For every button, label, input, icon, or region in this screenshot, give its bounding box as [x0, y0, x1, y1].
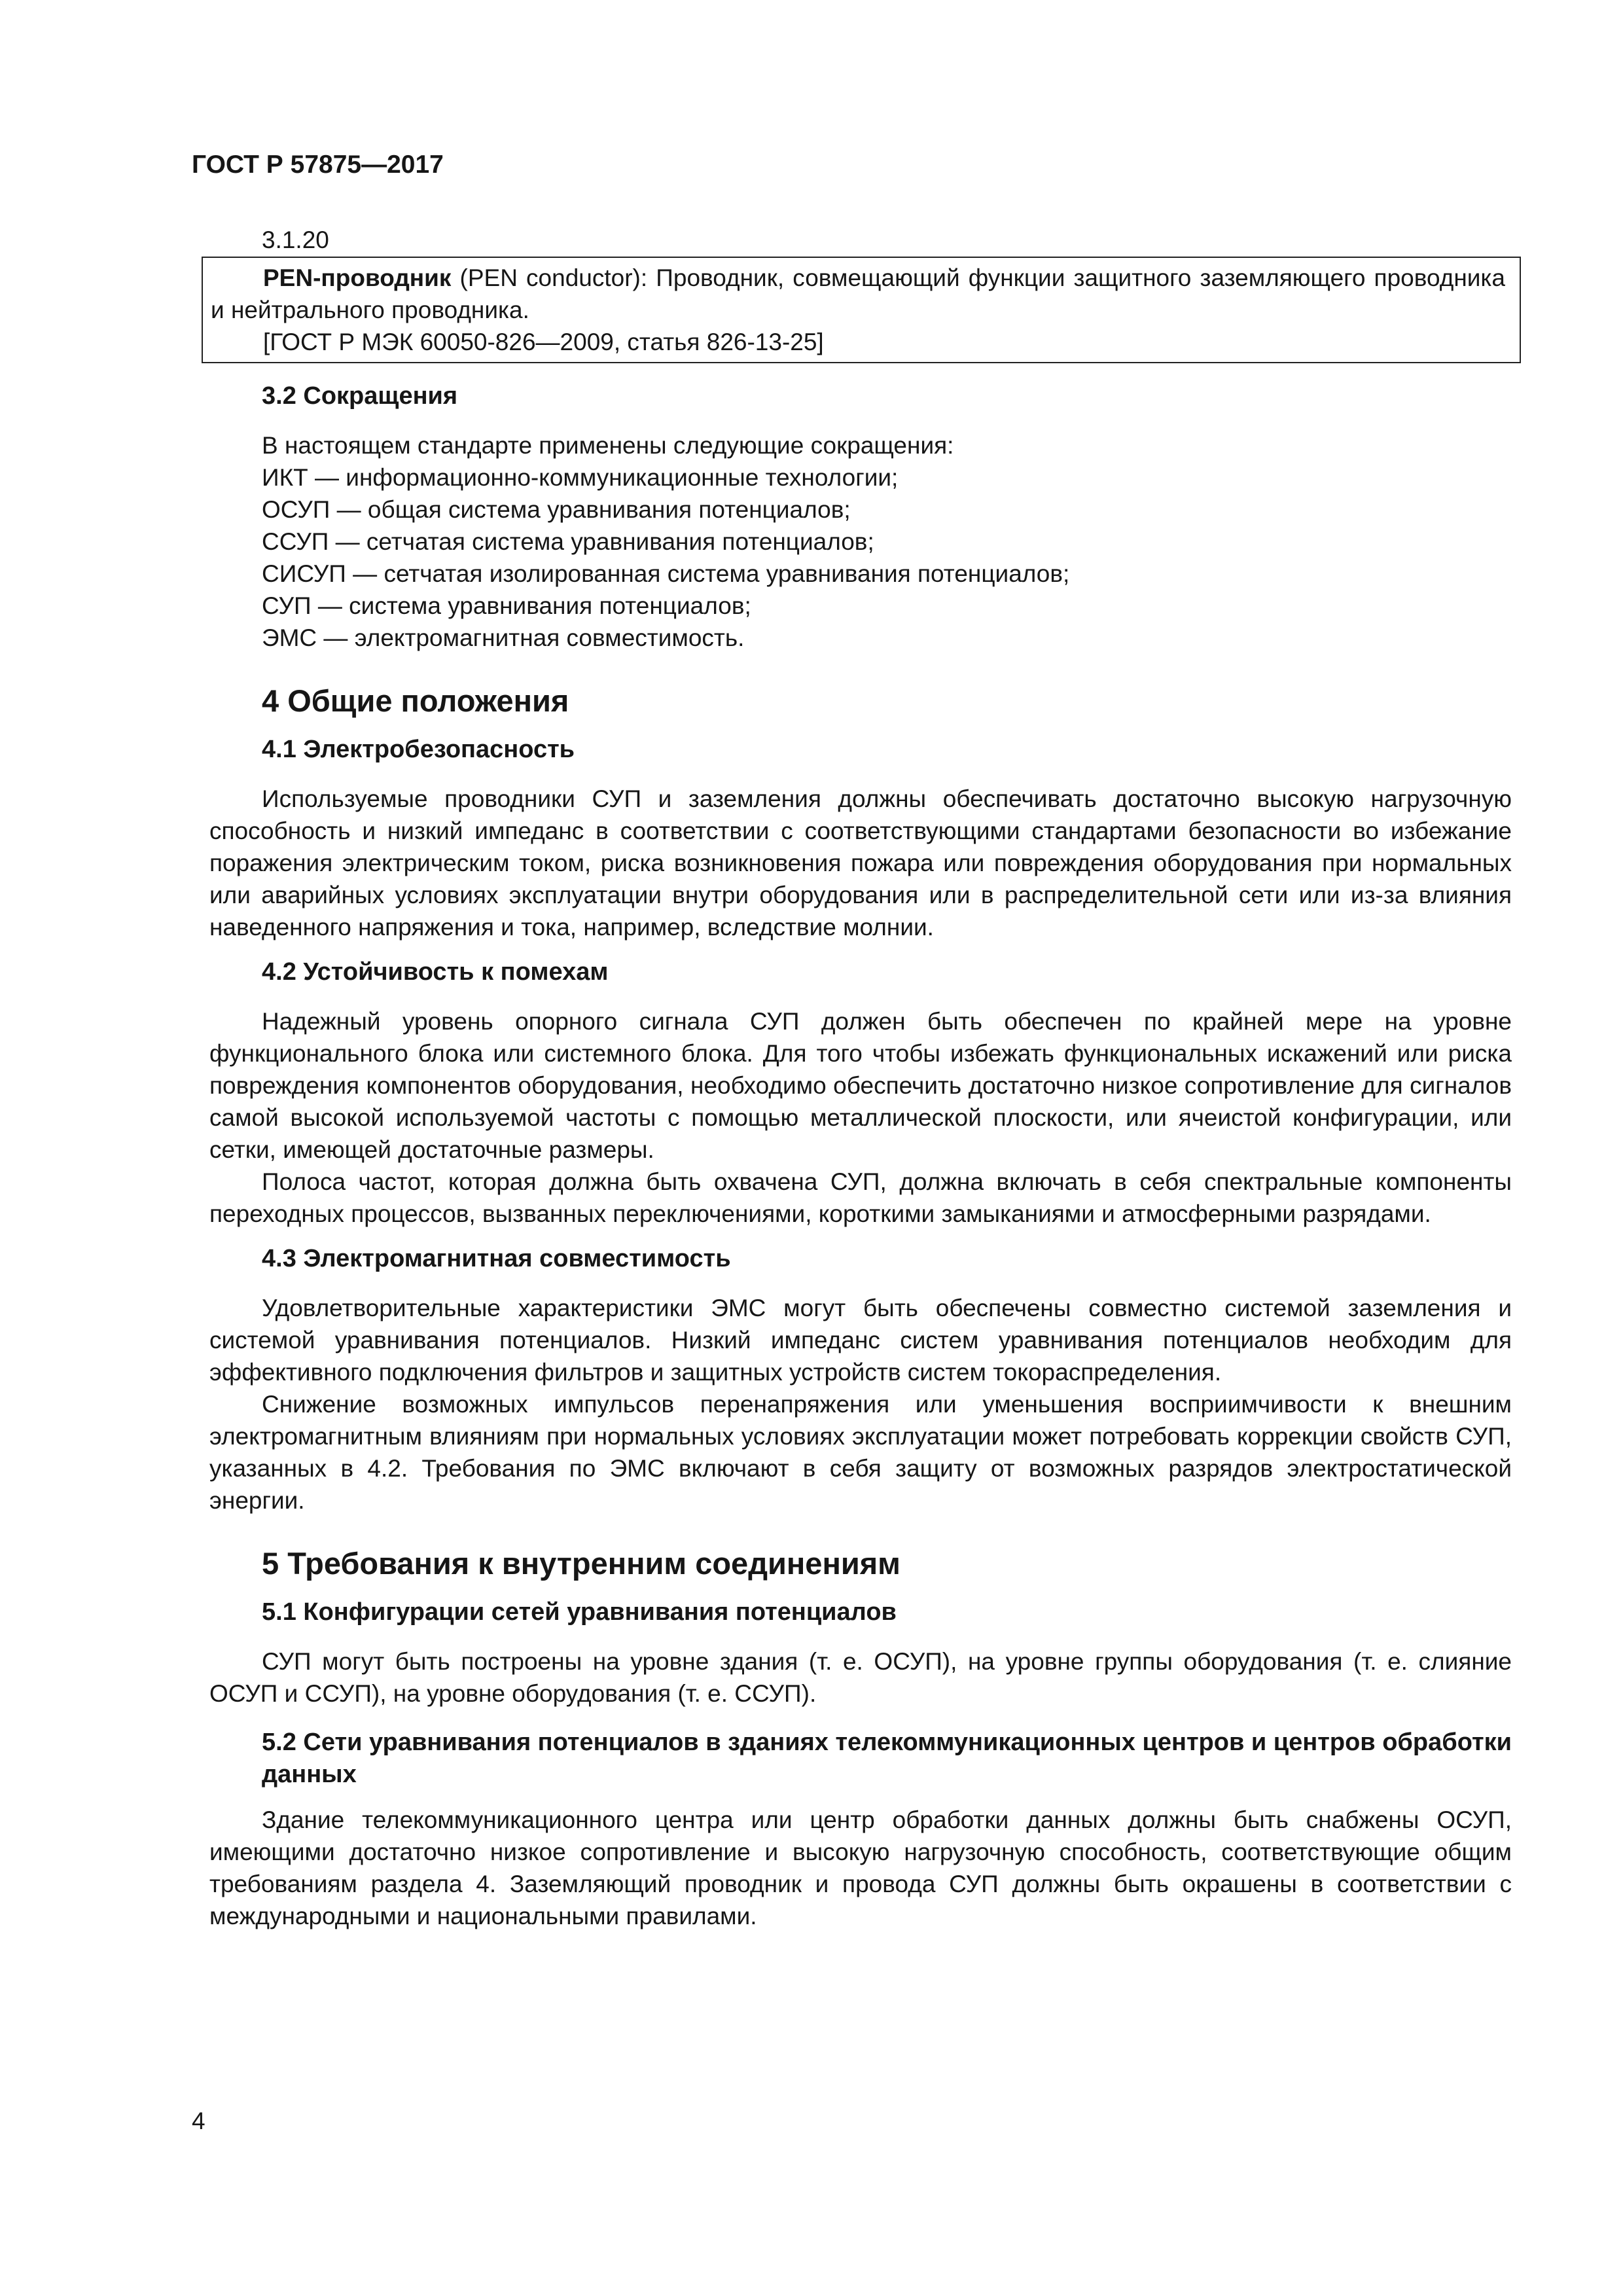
abbreviations-heading: 3.2 Сокращения — [262, 382, 458, 410]
term-definition-box — [202, 257, 1521, 363]
term-definition-text: Проводник, совмещающий функции защитного заземляющего проводника и нейтрального проводника. — [211, 264, 1506, 323]
section-4-1-paragraph: Используемые проводники СУП и заземления должны обеспечивать достаточно высокую нагрузочную способность и низкий импеданс в соответствии с соответствующими стандартами безопасности во избежание поражения электрическим током, риска возникновения пожара или повреждения оборудования при нормальных или аварийных условиях эксплуатации внутри оборудования или в распределительной сети или из-за влияния наведенного напряжения и тока, например, вследствие молнии. — [209, 785, 1512, 941]
abbreviation-item: ОСУП — общая система уравнивания потенциалов; — [262, 496, 851, 523]
term-name-en: (PEN conductor): — [459, 264, 648, 291]
abbreviation-item: СИСУП — сетчатая изолированная система уравнивания потенциалов; — [262, 560, 1070, 587]
abbreviation-item: СУП — система уравнивания потенциалов; — [262, 592, 751, 619]
document-body — [209, 224, 1512, 1932]
abbreviations-intro: В настоящем стандарте применены следующие сокращения: — [262, 432, 954, 459]
section-5-2-heading: 5.2 Сети уравнивания потенциалов в зданиях телекоммуникационных центров и центров обработки данных — [262, 1729, 1512, 1788]
section-4-3-paragraph: Удовлетворительные характеристики ЭМС могут быть обеспечены совместно системой заземления и системой уравнивания потенциалов. Низкий импеданс систем уравнивания потенциалов необходим для эффективного подключения фильтров и защитных устройств систем токораспределения. — [209, 1295, 1512, 1386]
term-source: [ГОСТ Р МЭК 60050-826—2009, статья 826-13-25] — [263, 329, 824, 355]
section-5-2-paragraph: Здание телекоммуникационного центра или центр обработки данных должны быть снабжены ОСУП, имеющими достаточно низкое сопротивление и высокую нагрузочную способность, соответствующие общим требованиям раздела 4. Заземляющий проводник и провода СУП должны быть окрашены в соответствии с международными и национальными правилами. — [209, 1806, 1512, 1929]
abbreviation-item: ЭМС — электромагнитная совместимость. — [262, 624, 745, 651]
section-5-1-heading: 5.1 Конфигурации сетей уравнивания потенциалов — [262, 1598, 897, 1626]
section-4-3-heading: 4.3 Электромагнитная совместимость — [262, 1245, 731, 1272]
section-5-1-paragraph: СУП могут быть построены на уровне здания (т. е. ОСУП), на уровне группы оборудования (т. е. слияние ОСУП и ССУП), на уровне оборудования (т. е. ССУП). — [209, 1648, 1512, 1707]
abbreviation-item: ИКТ — информационно-коммуникационные технологии; — [262, 464, 899, 491]
section-4-3-paragraph: Снижение возможных импульсов перенапряжения или уменьшения восприимчивости к внешним электромагнитным влияниям при нормальных условиях эксплуатации может потребовать коррекции свойств СУП, указанных в 4.2. Требования по ЭМС включают в себя защиту от возможных разрядов электростатической энергии. — [209, 1391, 1512, 1514]
document-header: ГОСТ Р 57875—2017 — [192, 151, 444, 179]
section-4-2-heading: 4.2 Устойчивость к помехам — [262, 958, 609, 986]
section-4-2-paragraph: Полоса частот, которая должна быть охвачена СУП, должна включать в себя спектральные компоненты переходных процессов, вызванных переключениями, короткими замыканиями и атмосферными разрядами. — [209, 1168, 1512, 1227]
term-definition — [203, 262, 1505, 326]
section-4-heading: 4 Общие положения — [262, 683, 569, 718]
page-number: 4 — [192, 2108, 205, 2134]
section-4-2-paragraph: Надежный уровень опорного сигнала СУП должен быть обеспечен по крайней мере на уровне функционального блока или системного блока. Для того чтобы избежать функциональных искажений или риска повреждения компонентов оборудования, необходимо обеспечить достаточно низкое сопротивление для сигналов самой высокой используемой частоты с помощью металлической плоскости, или ячеистой конфигурации, или сетки, имеющей достаточные размеры. — [209, 1008, 1512, 1163]
abbreviation-item: ССУП — сетчатая система уравнивания потенциалов; — [262, 528, 874, 555]
term-number: 3.1.20 — [262, 226, 329, 253]
section-4-1-heading: 4.1 Электробезопасность — [262, 736, 575, 763]
term-name: PEN-проводник — [263, 264, 452, 291]
section-5-heading: 5 Требования к внутренним соединениям — [262, 1546, 901, 1581]
